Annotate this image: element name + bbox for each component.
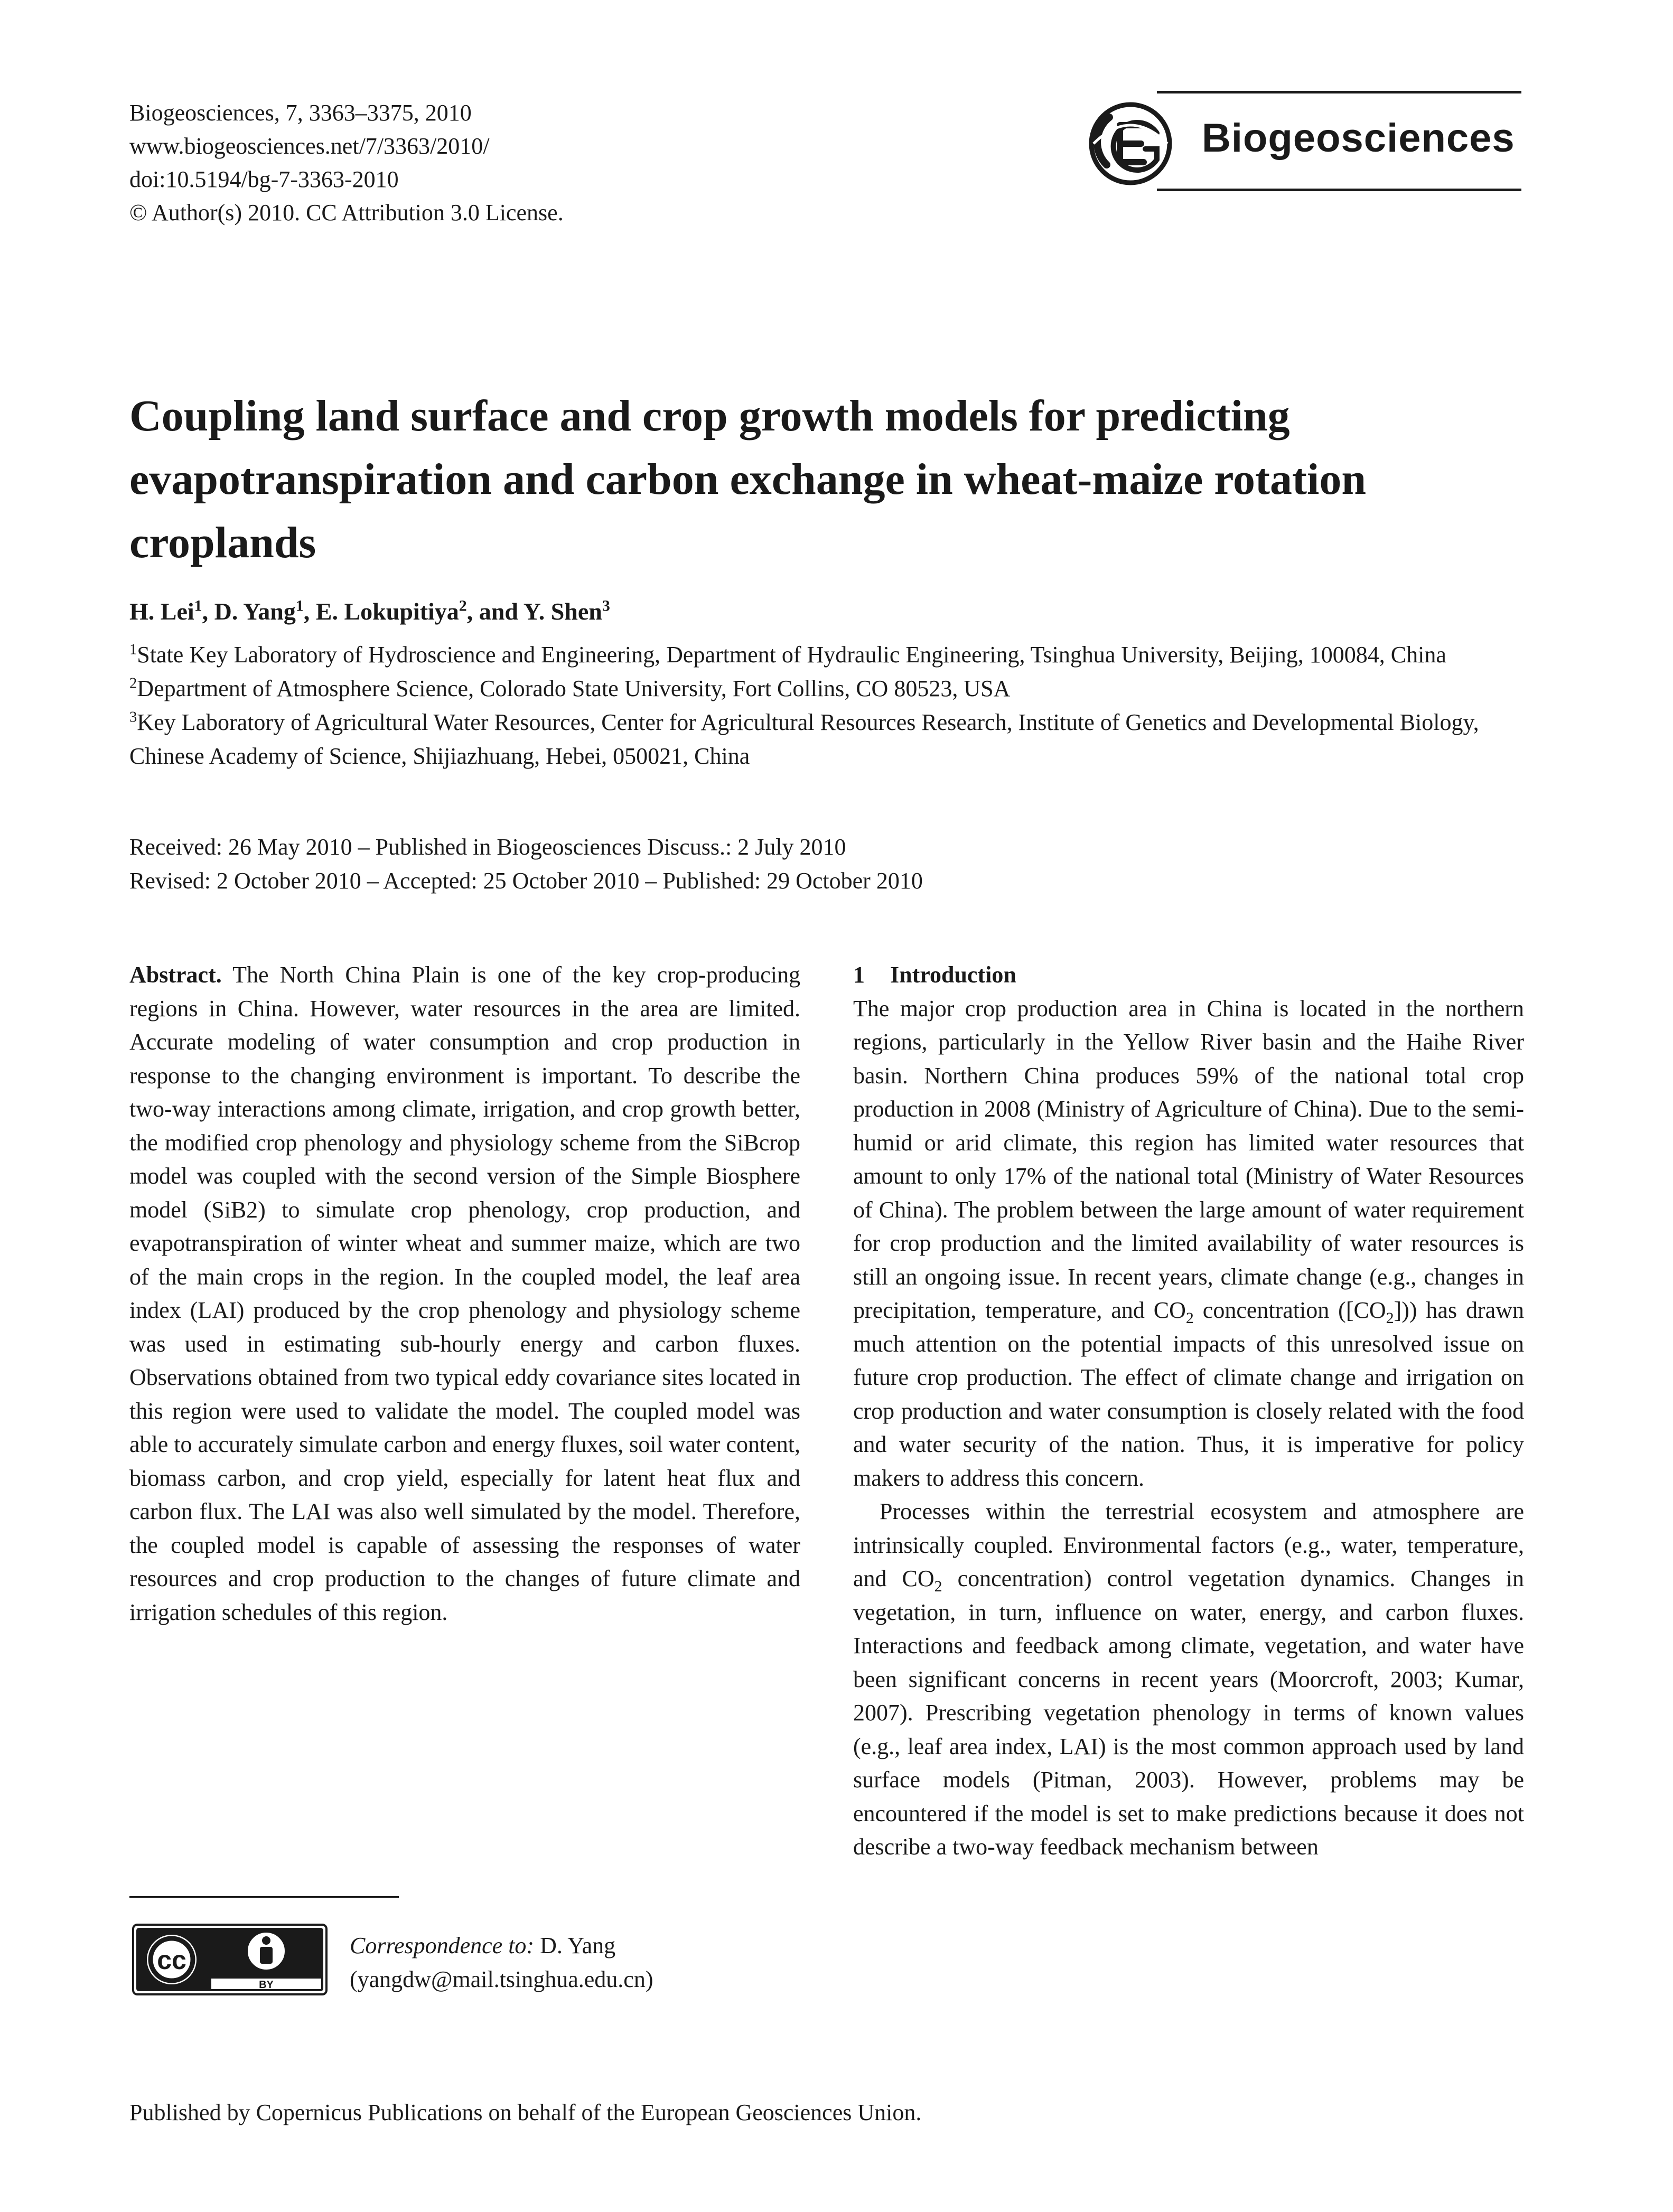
paper-title: Coupling land surface and crop growth models for predicting evapotranspiration and carbon exchange in wheat-maize rotation croplands bbox=[129, 391, 1367, 567]
author: D. Yang$^1$, bbox=[214, 597, 316, 625]
abstract bbox=[129, 958, 800, 1629]
footnote-rule bbox=[129, 1896, 399, 1898]
cc-by-license-icon bbox=[132, 1924, 328, 1995]
correspondence-name: D. Yang bbox=[540, 1933, 616, 1958]
author-list bbox=[129, 594, 1529, 629]
license-line: © Author(s) 2010. CC Attribution 3.0 License. bbox=[129, 200, 564, 226]
introduction-column bbox=[853, 958, 1524, 1864]
affiliation: $^2$Department of Atmosphere Science, Colorado State University, Fort Collins, CO 80523, USA bbox=[129, 675, 1011, 701]
received-line: Received: 26 May 2010 – Published in Biogeosciences Discuss.: 2 July 2010 bbox=[129, 834, 846, 860]
author: Y. Shen$^3$ bbox=[523, 597, 610, 625]
correspondence-label: Correspondence to: bbox=[350, 1933, 535, 1958]
author: E. Lokupitiya$^2$, and bbox=[315, 597, 524, 625]
affiliation: $^1$State Key Laboratory of Hydroscience and Engineering, Department of Hydraulic Engineering, Tsinghua University, Beijing, 100084, China bbox=[129, 641, 1446, 668]
author: H. Lei$^1$, bbox=[129, 597, 214, 625]
citation: Biogeosciences, 7, 3363–3375, 2010 bbox=[129, 100, 472, 126]
affiliation: $^3$Key Laboratory of Agricultural Water Resources, Center for Agricultural Resources Research, Institute of Genetics and Developmental Biology, Chinese Academy of Science, Shijiazhuang, Hebei, 050021, China bbox=[129, 709, 1479, 769]
svg-text:BY: BY bbox=[259, 1979, 274, 1991]
publisher-footer: Published by Copernicus Publications on behalf of the European Geosciences Union. bbox=[129, 2099, 922, 2125]
journal-url[interactable]: www.biogeosciences.net/7/3363/2010/ bbox=[129, 133, 490, 159]
intro-paragraph: Processes within the terrestrial ecosystem and atmosphere are intrinsically coupled. Environmental factors (e.g., water, temperature, and $CO_2$ concentration) control vegetation dynamics. Changes in vegetation, in turn, influence on water, energy, and carbon fluxes. Interactions and feedback among climate, vegetation, and water have been significant concerns in recent years (Moorcroft, 2003; Kumar, 2007). Prescribing vegetation phenology in terms of known values (e.g., leaf area index, LAI) is the most common approach used by land surface models (Pitman, 2003). However, problems may be encountered if the model is set to make predictions because it does not describe a two-way feedback mechanism between bbox=[853, 1498, 1524, 1860]
doi[interactable]: doi:10.5194/bg-7-3363-2010 bbox=[129, 166, 399, 192]
journal-name: Biogeosciences bbox=[1202, 116, 1515, 161]
abstract-text: The North China Plain is one of the key crop-producing regions in China. However, water resources in the area are limited. Accurate modeling of water consumption and crop production in response to the changing environment is important. To describe the two-way interactions among climate, irrigation, and crop growth better, the modified crop phenology and physiology scheme from the SiBcrop model was coupled with the second version of the Simple Biosphere model (SiB2) to simulate crop phenology, crop production, and evapotranspiration of winter wheat and summer maize, which are two of the main crops in the region. In the coupled model, the leaf area index (LAI) produced by the crop phenology and physiology scheme was used in estimating sub-hourly energy and carbon fluxes. Observations obtained from two typical eddy covariance sites located in this region were used to validate the model. The coupled model was able to accurately simulate carbon and energy fluxes, soil water content, biomass carbon, and crop yield, especially for latent heat flux and carbon flux. The LAI was also well simulated by the model. Therefore, the coupled model is capable of assessing the responses of water resources and crop production to the changes of future climate and irrigation schedules of this region. bbox=[129, 962, 800, 1625]
revised-line: Revised: 2 October 2010 – Accepted: 25 October 2010 – Published: 29 October 2010 bbox=[129, 868, 923, 894]
egu-globe-logo-icon bbox=[1083, 96, 1178, 191]
logo-rule-bottom bbox=[1157, 189, 1521, 191]
section-heading: 1 Introduction bbox=[853, 962, 1016, 988]
journal-meta bbox=[129, 96, 816, 229]
journal-logo bbox=[1083, 91, 1521, 196]
correspondence bbox=[350, 1929, 772, 1997]
publication-dates bbox=[129, 830, 1535, 898]
abstract-column bbox=[129, 958, 800, 1629]
svg-text:cc: cc bbox=[157, 1945, 186, 1975]
affiliation-list bbox=[129, 638, 1535, 773]
intro-paragraph: The major crop production area in China is located in the northern regions, particularly in the Yellow River basin and the Haihe River basin. Northern China produces 59% of the national total crop production in 2008 (Ministry of Agriculture of China). Due to the semi-humid or arid climate, this region has limited water resources that amount to only 17% of the national total (Ministry of Water Resources of China). The problem between the large amount of water requirement for crop production and the limited availability of water resources is still an ongoing issue. In recent years, climate change (e.g., changes in precipitation, temperature, and $CO_2$ concentration $([CO_2])$) has drawn much attention on the potential impacts of this unresolved issue on future crop production. The effect of climate change and irrigation on crop production and water consumption is closely related with the food and water security of the nation. Thus, it is imperative for policy makers to address this concern. bbox=[853, 995, 1524, 1491]
abstract-label: Abstract. bbox=[129, 962, 222, 988]
correspondence-email[interactable]: (yangdw@mail.tsinghua.edu.cn) bbox=[350, 1966, 653, 1992]
logo-rule-top bbox=[1157, 91, 1521, 93]
